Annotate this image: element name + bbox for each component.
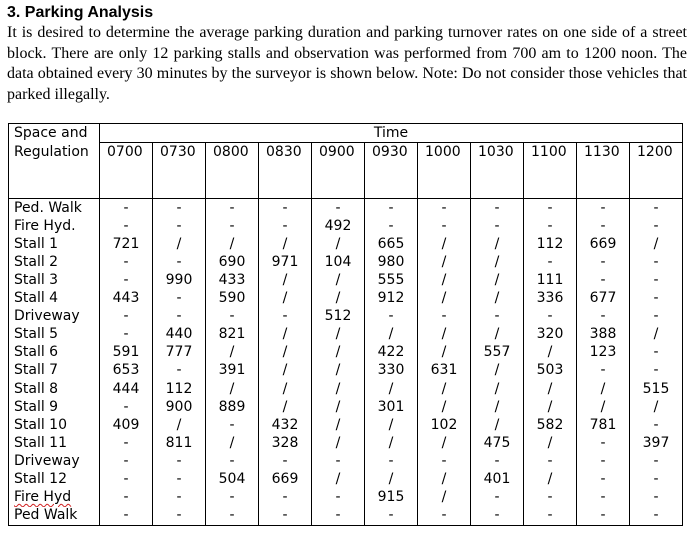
- table-cell: -: [100, 308, 153, 326]
- space-label-text: Stall 11: [14, 434, 67, 451]
- table-row: [9, 308, 683, 326]
- space-label: [9, 344, 100, 362]
- table-cell: -: [630, 489, 683, 507]
- table-cell: /: [630, 235, 683, 253]
- space-label-text: Ped. Walk: [14, 199, 82, 216]
- table-cell: /: [524, 380, 577, 398]
- table-cell: -: [577, 489, 630, 507]
- table-cell: -: [365, 452, 418, 470]
- table-cell: 475: [471, 434, 524, 452]
- table-row: [9, 452, 683, 470]
- table-cell: -: [100, 507, 153, 526]
- space-label: [9, 308, 100, 326]
- table-cell: -: [365, 199, 418, 218]
- table-cell: 515: [630, 380, 683, 398]
- table-cell: -: [259, 452, 312, 470]
- table-cell: /: [524, 471, 577, 489]
- table-cell: -: [630, 308, 683, 326]
- table-cell: -: [524, 199, 577, 218]
- table-cell: -: [312, 199, 365, 218]
- table-cell: -: [312, 507, 365, 526]
- table-cell: 397: [630, 434, 683, 452]
- table-cell: 591: [100, 344, 153, 362]
- table-cell: 900: [153, 398, 206, 416]
- table-cell: -: [365, 308, 418, 326]
- space-label: [9, 452, 100, 470]
- table-cell: 915: [365, 489, 418, 507]
- table-row: [9, 344, 683, 362]
- time-column-header: 1000: [418, 143, 471, 199]
- problem-description: It is desired to determine the average parking duration and parking turnover rates on one side of a street block. There are only 12 parking stalls and observation was performed from 700 am to 1200 noon. The data obtained every 30 minutes by the surveyor is shown below. Note: Do not consider those vehicles that parked illegally.: [7, 24, 687, 103]
- table-cell: 440: [153, 326, 206, 344]
- table-cell: /: [418, 235, 471, 253]
- table-cell: /: [206, 380, 259, 398]
- table-cell: /: [259, 235, 312, 253]
- table-cell: 432: [259, 416, 312, 434]
- time-column-header: 0700: [100, 143, 153, 199]
- table-cell: -: [577, 199, 630, 218]
- table-cell: /: [153, 416, 206, 434]
- table-cell: -: [471, 489, 524, 507]
- table-cell: /: [418, 326, 471, 344]
- table-cell: /: [312, 235, 365, 253]
- table-row: [9, 326, 683, 344]
- table-cell: /: [418, 344, 471, 362]
- space-label-text: Driveway: [14, 452, 80, 469]
- table-row: [9, 290, 683, 308]
- table-cell: -: [153, 471, 206, 489]
- table-cell: -: [418, 308, 471, 326]
- table-cell: 781: [577, 416, 630, 434]
- table-cell: -: [630, 290, 683, 308]
- table-cell: 821: [206, 326, 259, 344]
- table-cell: -: [153, 199, 206, 218]
- table-cell: -: [100, 253, 153, 271]
- table-row: [9, 380, 683, 398]
- table-cell: /: [471, 362, 524, 380]
- table-cell: -: [577, 434, 630, 452]
- table-cell: 409: [100, 416, 153, 434]
- table-cell: /: [312, 271, 365, 289]
- table-cell: /: [365, 326, 418, 344]
- table-cell: -: [630, 507, 683, 526]
- table-cell: 669: [259, 471, 312, 489]
- table-cell: /: [471, 326, 524, 344]
- table-cell: -: [100, 199, 153, 218]
- table-cell: /: [418, 434, 471, 452]
- space-label-text: Ped Walk: [14, 507, 78, 524]
- table-cell: -: [100, 271, 153, 289]
- space-label-text: Stall 1: [14, 235, 59, 252]
- table-cell: -: [630, 253, 683, 271]
- table-cell: -: [524, 217, 577, 235]
- table-cell: /: [418, 471, 471, 489]
- space-label: [9, 398, 100, 416]
- time-header: Time: [100, 124, 683, 143]
- table-cell: 422: [365, 344, 418, 362]
- table-cell: /: [418, 489, 471, 507]
- table-cell: -: [206, 217, 259, 235]
- space-label-text: Fire Hyd: [14, 489, 72, 506]
- table-row: [9, 199, 683, 218]
- table-cell: 328: [259, 434, 312, 452]
- table-cell: /: [206, 235, 259, 253]
- table-cell: -: [471, 217, 524, 235]
- table-cell: 980: [365, 253, 418, 271]
- table-cell: -: [524, 489, 577, 507]
- table-cell: 123: [577, 344, 630, 362]
- problem-heading: 3. Parking Analysis: [7, 4, 154, 21]
- table-row: [9, 253, 683, 271]
- table-cell: -: [153, 362, 206, 380]
- table-cell: /: [418, 398, 471, 416]
- table-cell: 721: [100, 235, 153, 253]
- table-cell: -: [365, 217, 418, 235]
- table-cell: -: [153, 253, 206, 271]
- table-cell: 336: [524, 290, 577, 308]
- table-cell: -: [524, 452, 577, 470]
- table-cell: 889: [206, 398, 259, 416]
- table-cell: -: [206, 308, 259, 326]
- table-cell: /: [418, 380, 471, 398]
- table-cell: 912: [365, 290, 418, 308]
- table-cell: -: [630, 452, 683, 470]
- table-cell: 301: [365, 398, 418, 416]
- table-cell: 590: [206, 290, 259, 308]
- table-cell: 677: [577, 290, 630, 308]
- table-cell: -: [312, 489, 365, 507]
- table-cell: -: [312, 452, 365, 470]
- table-cell: -: [153, 308, 206, 326]
- table-cell: -: [100, 471, 153, 489]
- table-cell: 112: [524, 235, 577, 253]
- table-cell: -: [630, 199, 683, 218]
- table-cell: 330: [365, 362, 418, 380]
- table-cell: 555: [365, 271, 418, 289]
- table-cell: /: [259, 362, 312, 380]
- table-cell: /: [259, 380, 312, 398]
- table-row: [9, 489, 683, 507]
- table-cell: -: [524, 253, 577, 271]
- table-cell: /: [365, 471, 418, 489]
- space-label-text: Fire Hyd.: [14, 217, 76, 234]
- table-cell: /: [524, 398, 577, 416]
- table-cell: /: [312, 471, 365, 489]
- table-cell: -: [577, 308, 630, 326]
- space-label: [9, 271, 100, 289]
- table-cell: -: [630, 362, 683, 380]
- table-cell: -: [577, 271, 630, 289]
- space-label: [9, 326, 100, 344]
- table-cell: -: [524, 308, 577, 326]
- table-cell: -: [630, 217, 683, 235]
- table-cell: 433: [206, 271, 259, 289]
- table-cell: /: [471, 253, 524, 271]
- table-cell: /: [259, 271, 312, 289]
- table-cell: 111: [524, 271, 577, 289]
- table-row: [9, 434, 683, 452]
- table-cell: -: [100, 489, 153, 507]
- table-cell: 631: [418, 362, 471, 380]
- table-cell: -: [418, 199, 471, 218]
- space-label: [9, 362, 100, 380]
- table-cell: -: [630, 271, 683, 289]
- space-label: [9, 217, 100, 235]
- space-label: [9, 416, 100, 434]
- table-cell: /: [259, 344, 312, 362]
- space-label: [9, 434, 100, 452]
- table-cell: -: [577, 507, 630, 526]
- time-column-header: 1200: [630, 143, 683, 199]
- table-cell: -: [259, 489, 312, 507]
- table-cell: 503: [524, 362, 577, 380]
- table-cell: -: [471, 507, 524, 526]
- table-cell: -: [153, 290, 206, 308]
- table-cell: /: [471, 416, 524, 434]
- space-label-text: Stall 5: [14, 326, 59, 343]
- space-label: [9, 507, 100, 526]
- space-label: [9, 253, 100, 271]
- table-cell: -: [100, 452, 153, 470]
- table-cell: -: [100, 326, 153, 344]
- table-cell: /: [524, 434, 577, 452]
- time-column-header: 0900: [312, 143, 365, 199]
- space-label-text: Stall 2: [14, 253, 59, 270]
- table-cell: -: [418, 507, 471, 526]
- table-cell: -: [153, 507, 206, 526]
- table-cell: 582: [524, 416, 577, 434]
- table-cell: /: [153, 235, 206, 253]
- space-label-text: Stall 3: [14, 272, 59, 289]
- table-cell: 444: [100, 380, 153, 398]
- table-cell: -: [206, 507, 259, 526]
- space-label: [9, 199, 100, 218]
- table-cell: /: [630, 398, 683, 416]
- table-cell: /: [312, 344, 365, 362]
- table-cell: -: [630, 471, 683, 489]
- table-cell: -: [206, 452, 259, 470]
- table-cell: /: [206, 434, 259, 452]
- time-column-header: 1100: [524, 143, 577, 199]
- table-cell: -: [471, 452, 524, 470]
- table-cell: 690: [206, 253, 259, 271]
- table-cell: /: [312, 362, 365, 380]
- table-cell: 401: [471, 471, 524, 489]
- table-cell: /: [471, 380, 524, 398]
- table-cell: /: [312, 434, 365, 452]
- table-cell: -: [365, 507, 418, 526]
- table-cell: -: [577, 362, 630, 380]
- table-row: [9, 217, 683, 235]
- table-cell: 443: [100, 290, 153, 308]
- table-cell: /: [577, 380, 630, 398]
- table-cell: -: [206, 416, 259, 434]
- table-cell: -: [153, 217, 206, 235]
- table-cell: 112: [153, 380, 206, 398]
- time-column-header: 0830: [259, 143, 312, 199]
- table-cell: -: [524, 507, 577, 526]
- table-cell: 811: [153, 434, 206, 452]
- table-cell: -: [577, 253, 630, 271]
- table-cell: -: [100, 217, 153, 235]
- table-cell: /: [312, 290, 365, 308]
- time-column-header: 0930: [365, 143, 418, 199]
- table-cell: -: [153, 489, 206, 507]
- table-cell: /: [312, 326, 365, 344]
- time-column-header: 1130: [577, 143, 630, 199]
- table-cell: -: [577, 471, 630, 489]
- table-cell: 104: [312, 253, 365, 271]
- table-cell: 665: [365, 235, 418, 253]
- time-column-header: 1030: [471, 143, 524, 199]
- table-cell: -: [100, 434, 153, 452]
- table-cell: 388: [577, 326, 630, 344]
- table-cell: 557: [471, 344, 524, 362]
- space-label: [9, 380, 100, 398]
- space-label-text: Stall 7: [14, 362, 59, 379]
- table-cell: -: [630, 416, 683, 434]
- table-row: [9, 362, 683, 380]
- table-cell: 391: [206, 362, 259, 380]
- table-cell: /: [471, 235, 524, 253]
- table-cell: 320: [524, 326, 577, 344]
- time-column-header: 0800: [206, 143, 259, 199]
- table-cell: /: [418, 271, 471, 289]
- table-cell: 653: [100, 362, 153, 380]
- space-label-text: Stall 4: [14, 290, 59, 307]
- table-cell: /: [365, 434, 418, 452]
- table-cell: -: [100, 398, 153, 416]
- table-cell: 990: [153, 271, 206, 289]
- table-cell: 102: [418, 416, 471, 434]
- table-cell: -: [577, 217, 630, 235]
- table-cell: /: [259, 398, 312, 416]
- table-cell: -: [259, 217, 312, 235]
- time-column-header: 0730: [153, 143, 206, 199]
- table-cell: /: [312, 416, 365, 434]
- table-cell: /: [312, 398, 365, 416]
- table-row: [9, 416, 683, 434]
- space-label-text: Driveway: [14, 308, 80, 325]
- space-label: [9, 471, 100, 489]
- space-label: [9, 235, 100, 253]
- space-label-text: Stall 9: [14, 398, 59, 415]
- table-cell: -: [259, 199, 312, 218]
- table-cell: /: [259, 326, 312, 344]
- table-cell: /: [630, 326, 683, 344]
- table-cell: /: [259, 290, 312, 308]
- table-cell: -: [259, 507, 312, 526]
- table-row: [9, 398, 683, 416]
- table-row: [9, 271, 683, 289]
- table-cell: /: [471, 398, 524, 416]
- table-cell: -: [577, 452, 630, 470]
- table-cell: /: [206, 344, 259, 362]
- space-label: [9, 290, 100, 308]
- space-label-text: Stall 8: [14, 380, 59, 397]
- table-cell: 512: [312, 308, 365, 326]
- table-row: [9, 507, 683, 526]
- table-cell: /: [577, 398, 630, 416]
- table-row: [9, 471, 683, 489]
- space-regulation-header: Space and Regulation: [9, 124, 100, 199]
- table-cell: /: [312, 380, 365, 398]
- table-cell: -: [206, 489, 259, 507]
- parking-survey-table: [8, 123, 683, 526]
- table-cell: 971: [259, 253, 312, 271]
- table-cell: /: [471, 290, 524, 308]
- table-cell: /: [524, 344, 577, 362]
- table-cell: /: [471, 271, 524, 289]
- table-cell: 669: [577, 235, 630, 253]
- space-label-text: Stall 6: [14, 344, 59, 361]
- table-cell: /: [418, 290, 471, 308]
- table-cell: /: [418, 253, 471, 271]
- space-label-text: Stall 12: [14, 471, 67, 488]
- space-label-text: Stall 10: [14, 416, 67, 433]
- table-cell: -: [471, 199, 524, 218]
- table-cell: -: [418, 452, 471, 470]
- table-cell: 777: [153, 344, 206, 362]
- table-row: [9, 235, 683, 253]
- table-cell: -: [630, 344, 683, 362]
- table-cell: -: [259, 308, 312, 326]
- table-cell: 504: [206, 471, 259, 489]
- space-label: [9, 489, 100, 507]
- table-cell: /: [365, 416, 418, 434]
- table-cell: 492: [312, 217, 365, 235]
- table-cell: -: [206, 199, 259, 218]
- table-cell: -: [153, 452, 206, 470]
- table-cell: /: [365, 380, 418, 398]
- table-cell: -: [471, 308, 524, 326]
- table-cell: -: [418, 217, 471, 235]
